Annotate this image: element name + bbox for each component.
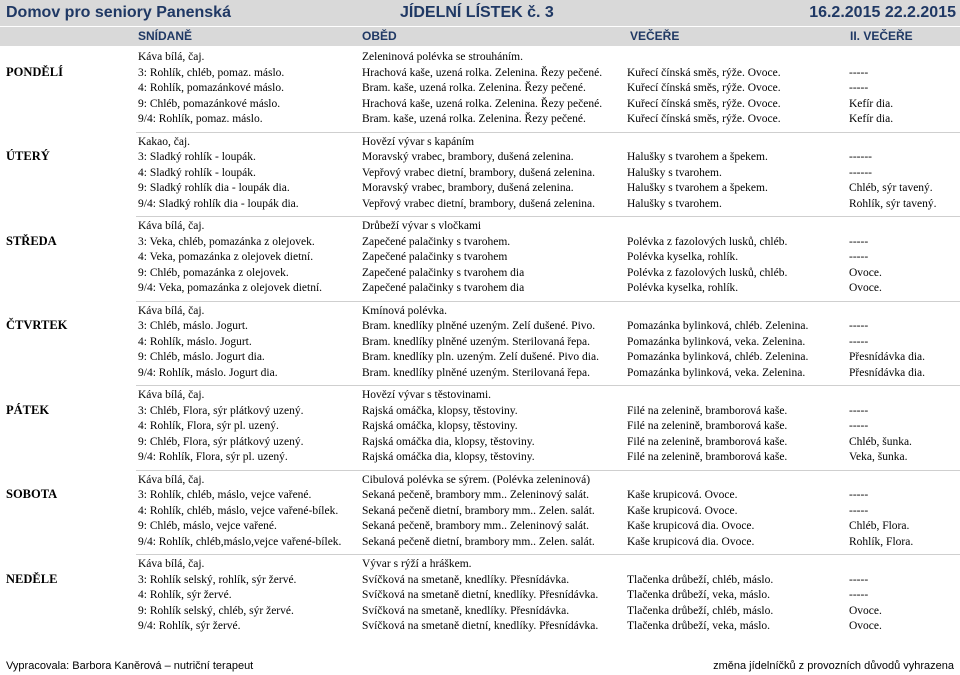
- cell-breakfast: 4: Rohlík, pomazánkové máslo.: [138, 82, 284, 94]
- day-label: ČTVRTEK: [6, 318, 68, 332]
- cell-lunch: Kmínová polévka.: [362, 304, 447, 317]
- column-headers: [0, 26, 960, 46]
- page-header: [0, 0, 960, 26]
- cell-lunch: Sekaná pečeně dietní, brambory mm.. Zelen. salát.: [362, 504, 595, 517]
- cell-lunch: Moravský vrabec, brambory, dušená zelenina.: [362, 182, 574, 194]
- cell-dinner: Halušky s tvarohem.: [627, 166, 722, 179]
- cell-lunch: Bram. kaše, uzená rolka. Zelenina. Řezy pečené.: [362, 113, 586, 125]
- cell-dinner: Kaše krupicová dia. Ovoce.: [627, 520, 755, 532]
- cell-second-dinner: Ovoce.: [849, 620, 882, 632]
- cell-lunch: Hovězí vývar s kapáním: [362, 135, 475, 148]
- cell-second-dinner: -----: [849, 489, 869, 501]
- disclaimer-note: změna jídelníčků z provozních důvodů vyhrazena: [713, 660, 954, 672]
- cell-dinner: Kuřecí čínská směs, rýže. Ovoce.: [627, 66, 781, 79]
- table-row: [0, 403, 960, 419]
- cell-second-dinner: Přesnídávka dia.: [849, 351, 926, 363]
- cell-breakfast: Kakao, čaj.: [138, 135, 191, 148]
- day-separator: [136, 554, 960, 555]
- cell-second-dinner: -----: [849, 82, 869, 94]
- cell-breakfast: 3: Veka, chléb, pomazánka z olejovek.: [138, 235, 315, 248]
- cell-second-dinner: -----: [849, 335, 869, 348]
- cell-second-dinner: -----: [849, 404, 869, 417]
- cell-dinner: Pomazánka bylinková, veka. Zelenina.: [627, 366, 806, 379]
- cell-breakfast: 9/4: Rohlík, Flora, sýr pl. uzený.: [138, 451, 288, 463]
- cell-dinner: Filé na zelenině, bramborová kaše.: [627, 435, 788, 448]
- cell-second-dinner: ------: [849, 151, 872, 163]
- table-row: [0, 587, 960, 603]
- table-row: [0, 365, 960, 381]
- cell-lunch: Bram. knedlíky plněné uzeným. Sterilovaná řepa.: [362, 335, 591, 348]
- table-row: [0, 180, 960, 196]
- page-footer: [0, 660, 960, 675]
- table-row: [0, 165, 960, 181]
- table-row: [0, 503, 960, 519]
- table-row: [0, 618, 960, 634]
- menu-title: JÍDELNÍ LÍSTEK č. 3: [400, 4, 554, 21]
- cell-lunch: Svíčková na smetaně dietní, knedlíky. Přesnídávka.: [362, 620, 599, 632]
- facility-title: Domov pro seniory Panenská: [6, 4, 231, 21]
- cell-second-dinner: Ovoce.: [849, 282, 882, 294]
- table-row: [0, 572, 960, 588]
- cell-second-dinner: -----: [849, 420, 869, 432]
- cell-dinner: Kaše krupicová. Ovoce.: [627, 489, 738, 501]
- cell-dinner: Pomazánka bylinková, chléb. Zelenina.: [627, 320, 809, 332]
- column-header-breakfast: SNÍDANĚ: [138, 29, 193, 43]
- cell-dinner: Pomazánka bylinková, chléb. Zelenina.: [627, 351, 809, 363]
- cell-breakfast: 9: Sladký rohlík dia - loupák dia.: [138, 182, 290, 194]
- cell-second-dinner: Chléb, Flora.: [849, 520, 910, 532]
- cell-second-dinner: -----: [849, 251, 869, 263]
- table-row: [0, 387, 960, 403]
- table-row: [0, 418, 960, 434]
- cell-lunch: Hrachová kaše, uzená rolka. Zelenina. Řezy pečené.: [362, 97, 603, 110]
- day-separator: [136, 470, 960, 471]
- cell-breakfast: 3: Rohlík, chléb, máslo, vejce vařené.: [138, 489, 312, 501]
- cell-dinner: Filé na zelenině, bramborová kaše.: [627, 420, 788, 432]
- day-label: PÁTEK: [6, 402, 50, 417]
- column-header-second-dinner: II. VEČEŘE: [850, 29, 913, 43]
- cell-breakfast: 9/4: Rohlík, máslo. Jogurt dia.: [138, 366, 278, 379]
- cell-breakfast: 4: Rohlík, chléb, máslo, vejce vařené-bílek.: [138, 504, 339, 517]
- cell-lunch: Vepřový vrabec dietní, brambory, dušená zelenina.: [362, 197, 595, 210]
- day-block: [0, 553, 960, 638]
- table-row: [0, 111, 960, 127]
- cell-lunch: Svíčková na smetaně, knedlíky. Přesnídávka.: [362, 573, 570, 586]
- table-row: [0, 134, 960, 150]
- cell-lunch: Sekaná pečeně, brambory mm.. Zeleninový salát.: [362, 489, 590, 501]
- cell-breakfast: 4: Sladký rohlík - loupák.: [138, 166, 256, 179]
- cell-lunch: Zapečené palačinky s tvarohem dia: [362, 266, 525, 279]
- cell-dinner: Polévka kyselka, rohlík.: [627, 251, 739, 263]
- day-block: [0, 469, 960, 554]
- cell-lunch: Sekaná pečeně, brambory mm.. Zeleninový salát.: [362, 520, 590, 532]
- cell-breakfast: 9: Chléb, pomazánkové máslo.: [138, 97, 281, 110]
- day-label: NEDĚLE: [6, 571, 58, 586]
- cell-second-dinner: ------: [849, 166, 872, 179]
- cell-second-dinner: Rohlík, Flora.: [849, 535, 914, 548]
- cell-dinner: Pomazánka bylinková, veka. Zelenina.: [627, 335, 806, 348]
- cell-second-dinner: Chléb, šunka.: [849, 435, 912, 448]
- cell-breakfast: 3: Chléb, Flora, sýr plátkový uzený.: [138, 404, 304, 417]
- cell-breakfast: 3: Rohlík selský, rohlík, sýr žervé.: [138, 573, 297, 586]
- day-separator: [136, 132, 960, 133]
- cell-dinner: Halušky s tvarohem a špekem.: [627, 182, 768, 194]
- cell-dinner: Kuřecí čínská směs, rýže. Ovoce.: [627, 97, 781, 110]
- cell-breakfast: 4: Veka, pomazánka z olejovek dietní.: [138, 251, 314, 263]
- cell-dinner: Tlačenka drůbeží, veka, máslo.: [627, 589, 771, 601]
- cell-breakfast: Káva bílá, čaj.: [138, 220, 205, 232]
- day-label: STŘEDA: [6, 233, 57, 248]
- author-note: Vypracovala: Barbora Kaněrová – nutriční terapeut: [6, 660, 254, 672]
- cell-lunch: Bram. knedlíky pln. uzeným. Zelí dušené. Pivo dia.: [362, 351, 599, 363]
- table-row: [0, 434, 960, 450]
- table-row: [0, 334, 960, 350]
- cell-lunch: Drůbeží vývar s vločkami: [362, 220, 482, 232]
- table-row: [0, 556, 960, 572]
- day-label: ÚTERÝ: [6, 149, 50, 163]
- cell-breakfast: Káva bílá, čaj.: [138, 51, 205, 63]
- cell-breakfast: 4: Rohlík, Flora, sýr pl. uzený.: [138, 420, 279, 432]
- cell-lunch: Rajská omáčka dia, klopsy, těstoviny.: [362, 435, 535, 448]
- day-block: [0, 46, 960, 131]
- table-row: [0, 518, 960, 534]
- cell-breakfast: 3: Sladký rohlík - loupák.: [138, 151, 256, 163]
- cell-breakfast: 4: Rohlík, máslo. Jogurt.: [138, 335, 252, 348]
- cell-breakfast: Káva bílá, čaj.: [138, 558, 205, 570]
- table-row: [0, 265, 960, 281]
- cell-second-dinner: Kefír dia.: [849, 97, 894, 110]
- day-block: [0, 131, 960, 216]
- cell-dinner: Halušky s tvarohem.: [627, 197, 722, 210]
- table-row: [0, 96, 960, 112]
- cell-lunch: Svíčková na smetaně, knedlíky. Přesnídávka.: [362, 604, 570, 617]
- cell-dinner: Kaše krupicová dia. Ovoce.: [627, 535, 755, 548]
- table-row: [0, 280, 960, 296]
- cell-breakfast: 9: Chléb, máslo, vejce vařené.: [138, 520, 277, 532]
- table-row: [0, 318, 960, 334]
- table-row: [0, 149, 960, 165]
- cell-lunch: Bram. kaše, uzená rolka. Zelenina. Řezy pečené.: [362, 82, 586, 94]
- day-label: SOBOTA: [6, 487, 58, 501]
- cell-lunch: Hovězí vývar s těstovinami.: [362, 389, 492, 401]
- cell-breakfast: 9: Chléb, Flora, sýr plátkový uzený.: [138, 435, 304, 448]
- cell-lunch: Cibulová polévka se sýrem. (Polévka zeleninová): [362, 473, 591, 486]
- cell-second-dinner: Ovoce.: [849, 266, 882, 279]
- cell-dinner: Kaše krupicová. Ovoce.: [627, 504, 738, 517]
- cell-second-dinner: Chléb, sýr tavený.: [849, 182, 933, 194]
- column-header-dinner: VEČEŘE: [630, 29, 680, 43]
- cell-second-dinner: -----: [849, 320, 869, 332]
- day-block: [0, 300, 960, 385]
- day-block: [0, 384, 960, 469]
- cell-breakfast: Káva bílá, čaj.: [138, 389, 205, 401]
- day-label: PONDĚLÍ: [6, 64, 63, 79]
- cell-second-dinner: -----: [849, 589, 869, 601]
- table-row: [0, 218, 960, 234]
- day-separator: [136, 301, 960, 302]
- day-block: [0, 215, 960, 300]
- table-row: [0, 603, 960, 619]
- cell-lunch: Moravský vrabec, brambory, dušená zelenina.: [362, 151, 574, 163]
- cell-lunch: Bram. knedlíky plněné uzeným. Zelí dušené. Pivo.: [362, 320, 596, 332]
- cell-lunch: Rajská omáčka dia, klopsy, těstoviny.: [362, 451, 535, 463]
- cell-dinner: Filé na zelenině, bramborová kaše.: [627, 404, 788, 417]
- cell-lunch: Sekaná pečeně dietní, brambory mm.. Zelen. salát.: [362, 535, 595, 548]
- cell-dinner: Tlačenka drůbeží, veka, máslo.: [627, 620, 771, 632]
- date-range: 16.2.2015 22.2.2015: [809, 4, 956, 21]
- column-header-lunch: OBĚD: [362, 29, 397, 43]
- cell-breakfast: 9: Rohlík selský, chléb, sýr žervé.: [138, 604, 294, 617]
- cell-lunch: Zapečené palačinky s tvarohem.: [362, 235, 511, 248]
- cell-breakfast: 4: Rohlík, sýr žervé.: [138, 589, 232, 601]
- cell-breakfast: 9/4: Rohlík, pomaz. máslo.: [138, 113, 263, 125]
- cell-dinner: Kuřecí čínská směs, rýže. Ovoce.: [627, 82, 781, 94]
- cell-lunch: Vepřový vrabec dietní, brambory, dušená zelenina.: [362, 166, 595, 179]
- table-row: [0, 65, 960, 81]
- table-row: [0, 349, 960, 365]
- cell-second-dinner: Rohlík, sýr tavený.: [849, 197, 937, 210]
- cell-breakfast: 9/4: Sladký rohlík dia - loupák dia.: [138, 197, 299, 210]
- table-row: [0, 80, 960, 96]
- cell-lunch: Svíčková na smetaně dietní, knedlíky. Přesnídávka.: [362, 589, 599, 601]
- table-row: [0, 49, 960, 65]
- table-row: [0, 487, 960, 503]
- cell-breakfast: 9/4: Rohlík, chléb,máslo,vejce vařené-bílek.: [138, 535, 342, 548]
- cell-dinner: Polévka z fazolových lusků, chléb.: [627, 235, 788, 248]
- cell-breakfast: 3: Chléb, máslo. Jogurt.: [138, 320, 248, 332]
- cell-breakfast: 9/4: Rohlík, sýr žervé.: [138, 620, 241, 632]
- cell-second-dinner: -----: [849, 66, 869, 79]
- cell-dinner: Filé na zelenině, bramborová kaše.: [627, 451, 788, 463]
- cell-lunch: Zeleninová polévka se strouháním.: [362, 51, 523, 63]
- cell-lunch: Rajská omáčka, klopsy, těstoviny.: [362, 420, 518, 432]
- cell-lunch: Zapečené palačinky s tvarohem dia: [362, 282, 525, 294]
- table-row: [0, 472, 960, 488]
- cell-breakfast: 9: Chléb, máslo. Jogurt dia.: [138, 351, 265, 363]
- cell-breakfast: 9: Chléb, pomazánka z olejovek.: [138, 266, 289, 279]
- cell-second-dinner: -----: [849, 504, 869, 517]
- cell-dinner: Polévka z fazolových lusků, chléb.: [627, 266, 788, 279]
- cell-second-dinner: -----: [849, 235, 869, 248]
- day-separator: [136, 385, 960, 386]
- cell-dinner: Tlačenka drůbeží, chléb, máslo.: [627, 573, 774, 586]
- cell-lunch: Bram. knedlíky plněné uzeným. Sterilovaná řepa.: [362, 366, 591, 379]
- cell-dinner: Polévka kyselka, rohlík.: [627, 282, 739, 294]
- table-row: [0, 234, 960, 250]
- cell-lunch: Zapečené palačinky s tvarohem: [362, 251, 508, 263]
- cell-lunch: Hrachová kaše, uzená rolka. Zelenina. Řezy pečené.: [362, 66, 603, 79]
- cell-second-dinner: Ovoce.: [849, 604, 882, 617]
- cell-dinner: Halušky s tvarohem a špekem.: [627, 151, 768, 163]
- table-row: [0, 196, 960, 212]
- table-row: [0, 449, 960, 465]
- cell-second-dinner: -----: [849, 573, 869, 586]
- cell-second-dinner: Kefír dia.: [849, 113, 894, 125]
- cell-lunch: Vývar s rýží a hráškem.: [362, 558, 472, 570]
- table-row: [0, 534, 960, 550]
- cell-breakfast: Káva bílá, čaj.: [138, 304, 205, 317]
- table-row: [0, 303, 960, 319]
- cell-breakfast: 9/4: Veka, pomazánka z olejovek dietní.: [138, 282, 323, 294]
- table-row: [0, 249, 960, 265]
- cell-dinner: Kuřecí čínská směs, rýže. Ovoce.: [627, 113, 781, 125]
- cell-breakfast: 3: Rohlík, chléb, pomaz. máslo.: [138, 66, 285, 79]
- cell-second-dinner: Přesnídávka dia.: [849, 366, 926, 379]
- day-separator: [136, 216, 960, 217]
- cell-breakfast: Káva bílá, čaj.: [138, 473, 205, 486]
- cell-lunch: Rajská omáčka, klopsy, těstoviny.: [362, 404, 518, 417]
- cell-dinner: Tlačenka drůbeží, chléb, máslo.: [627, 604, 774, 617]
- cell-second-dinner: Veka, šunka.: [849, 451, 908, 463]
